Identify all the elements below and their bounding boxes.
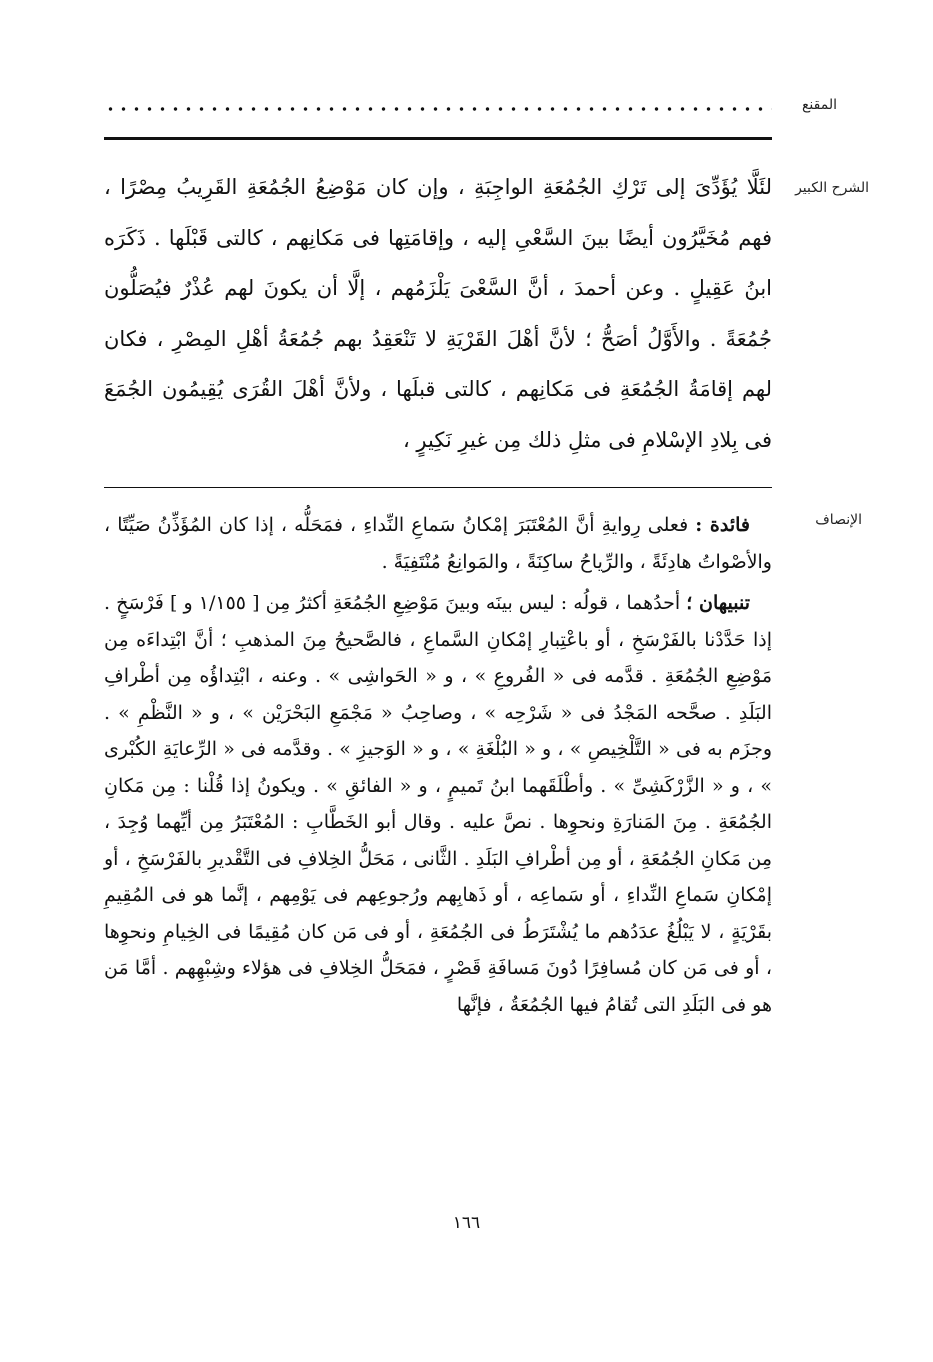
sharh-text: [104, 162, 772, 465]
faida-paragraph: [104, 507, 772, 580]
tanbihan-paragraph: [104, 585, 772, 1023]
header-dotted-rule: [104, 104, 772, 114]
page-number: ١٦٦: [452, 1213, 481, 1233]
tanbihan-heading: تنبيهان ؛: [686, 592, 750, 614]
insaf-text: [104, 507, 772, 1023]
sharh-paragraph: لئَلَّا يُؤَدِّىَ إلى تَرْكِ الجُمُعَةِ الواجِبَةِ ، وإن كان مَوْضِعُ الجُمُعَةِ القَرِيبُ مِصْرًا ، فهم مُخَيَّرُون أيضًا بينَ السَّعْىِ إليه ، وإقامَتِها فى مَكانِهم ، كالتى قَبْلَها . ذَكَرَه ابنُ عَقِيلٍ . وعن أحمدَ ، أنَّ السَّعْىَ يَلْزَمُهم ، إلَّا أن يكونَ لهم عُذْرٌ فيُصَلُّون جُمُعَةً . والأَوَّلُ أصَحُّ ؛ لأنَّ أهْلَ القَرْيَةِ لا تَنْعَقِدُ بهم جُمُعَةُ أهْلِ المِصْرِ ، فكان لهم إقامَةُ الجُمُعَةِ فى مَكانِهم ، كالتى قبلَها ، ولأنَّ أهْلَ القُرَى يُقِيمُون الجُمَعَ فى بِلادِ الإسْلامِ فى مثلِ ذلك مِن غيرِ نَكِيرٍ ،: [104, 175, 772, 452]
faida-body: فعلى رِوايةِ أنَّ المُعْتَبَرَ إمْكانُ سَماعِ النِّداءِ ، فمَحَلُّه ، إذا كان المُؤَذِّنُ صَيِّتًا ، والأصْواتُ هادِئَةً ، والرِّياحُ ساكِنَةً ، والمَوانِعُ مُنْتَفِيَةً .: [104, 514, 772, 573]
section-label-insaf: الإنصاف: [815, 512, 862, 528]
section-label-sharh: الشرح الكبير: [795, 180, 869, 196]
section-divider: [104, 487, 772, 488]
running-title: المقنع: [801, 97, 837, 113]
tanbihan-body: أحدُهما ، قولُه : ليس بينَه وبينَ مَوْضِعِ الجُمُعَةِ أكثرُ مِن [ ١/١٥٥ و ] فَرْسَخٍ . إذا حَدَّدْنا بالفَرْسَخِ ، أو باعْتِبارِ إمْكانِ السَّماعِ ، فالصَّحيحُ مِنَ المذهبِ ؛ أنَّ ابْتِداءَه مِن مَوْضِعِ الجُمُعَةِ . قدَّمه فى « الفُروعِ » ، و « الحَواشِى » . وعنه ، ابْتِداؤُه مِن أطْرافِ البَلَدِ . صحَّحه المَجْدُ فى « شَرْحِه » ، وصاحِبُ « مَجْمَعِ البَحْرَيْن » ، و « النَّظْمِ » . وجزَم به فى « التَّلْخِيصِ » ، و « البُلْغَةِ » ، و « الوَجيزِ » . وقدَّمه فى « الرِّعايَةِ الكُبْرى » ، و « الزَّرْكَشِىِّ » . وأطْلَقَهما ابنُ تَميمٍ ، و « الفائقِ » . ويكونُ إذا قُلْنا : مِن مَكانِ الجُمُعَةِ . مِنَ المَنارَةِ ونحوِها . نصَّ عليه . وقال أبو الخَطَّابِ : المُعْتَبَرُ مِن أيِّهما وُجِدَ ، مِن مَكانِ الجُمُعَةِ ، أو مِن أطْرافِ البَلَدِ . الثَّانى ، مَحَلُّ الخِلافِ فى التَّقْديرِ بالفَرْسَخِ ، أو إمْكانِ سَماعِ النِّداءِ ، أو سَماعِه ، أو ذَهابِهم ورُجوعِهم فى يَوْمِهم ، إنَّما هو فى المُقِيمِ بقَرْيَةٍ ، لا يَبْلُغُ عدَدُهم ما يُشْتَرَطُ فى الجُمُعَةِ ، أو فى مَن كان مُقِيمًا فى الخِيامِ ونحوِها ، أو فى مَن كان مُسافِرًا دُونَ مَسافَةِ قَصْرٍ ، فمَحَلُّ الخِلافِ فى هؤلاء وشِبْهِهم . أمَّا مَن هو فى البَلَدِ التى تُقامُ فيها الجُمُعَةُ ، فإنَّها: [104, 592, 772, 1016]
header-rule: [104, 137, 772, 140]
faida-heading: فائدة :: [695, 514, 751, 536]
